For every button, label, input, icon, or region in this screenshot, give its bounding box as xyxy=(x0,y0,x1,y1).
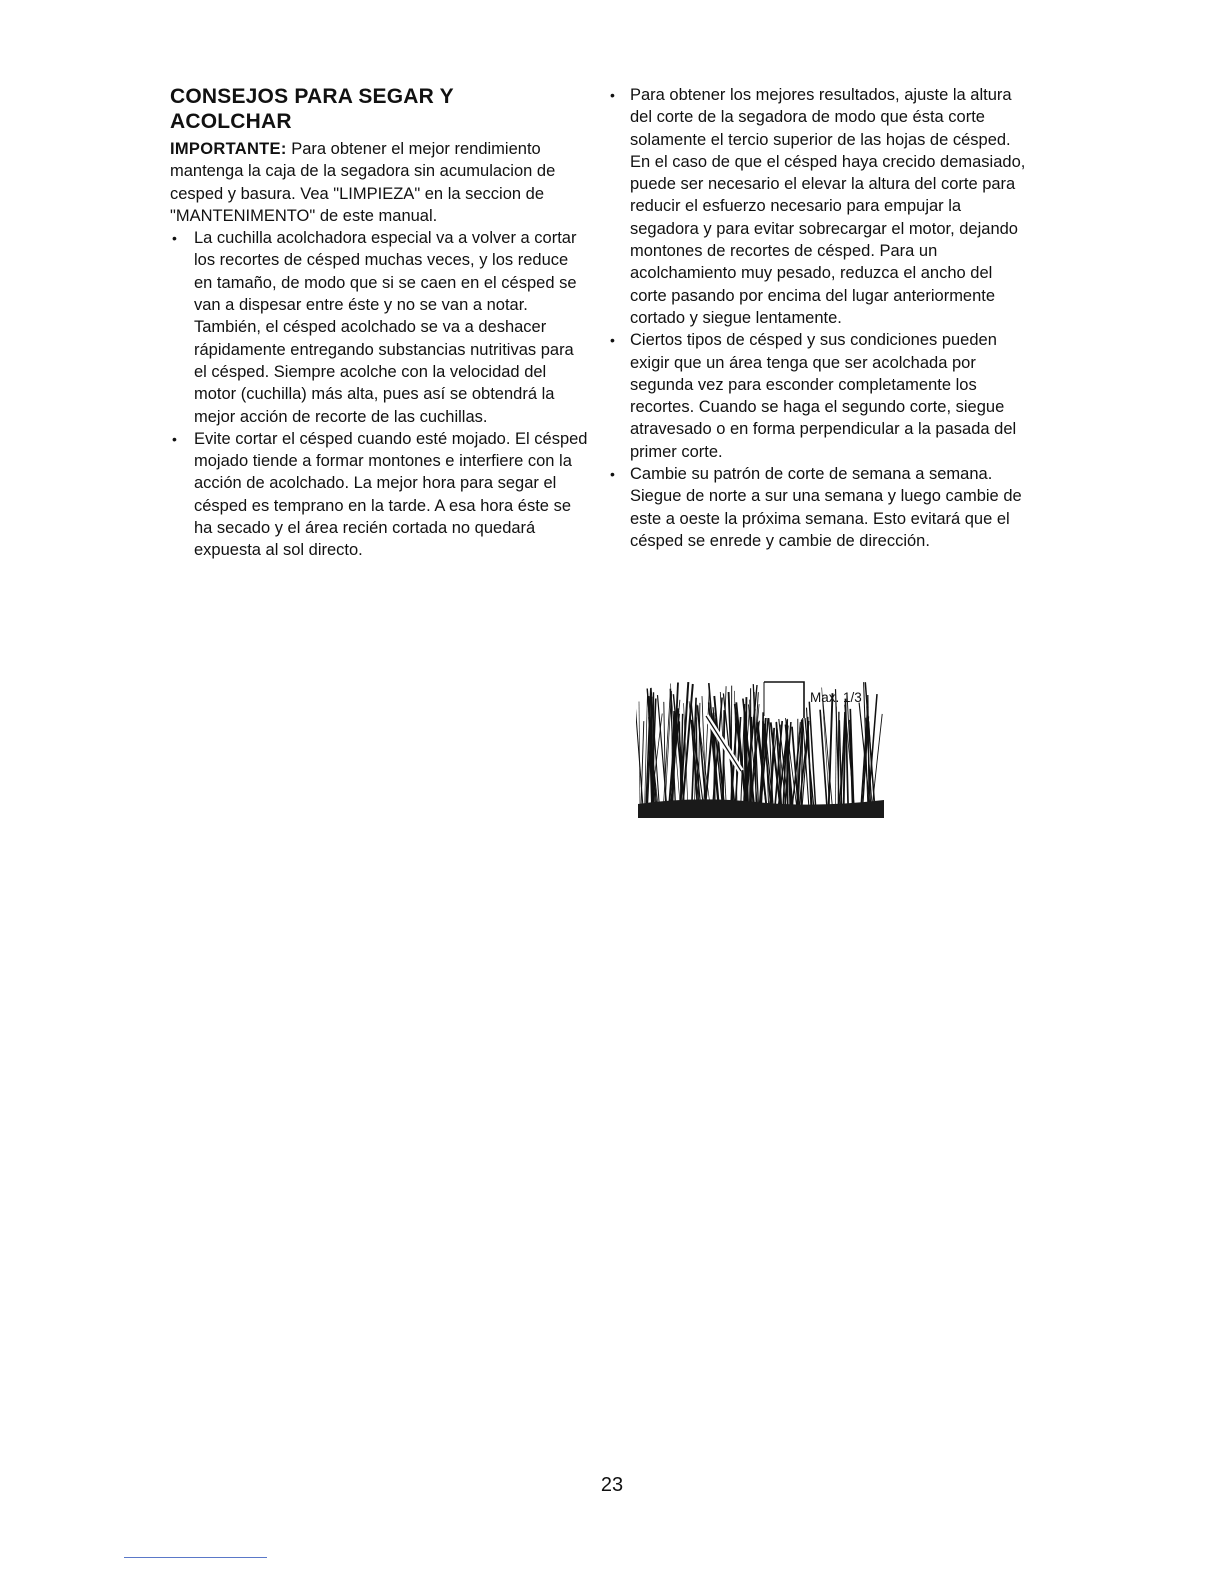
footer-rule xyxy=(124,1557,267,1558)
bullet-text: Ciertos tipos de césped y sus condiciones pueden exigir que un área tenga que ser acolchada por segunda vez para esconder completamente los recortes. Cuando se haga el segundo corte, siegue atravesado o en forma perpendicular a la pasada del primer corte. xyxy=(630,331,1017,461)
list-item xyxy=(608,463,1032,552)
section-title xyxy=(170,84,590,134)
section-title-line2: ACOLCHAR xyxy=(170,110,292,133)
left-column xyxy=(170,84,590,562)
bullet-icon: • xyxy=(610,87,615,103)
important-note xyxy=(170,138,590,227)
important-text: Para obtener el mejor rendimiento mantenga la caja de la segadora sin acumulacion de cesped y basura. Vea "LIMPIEZA" en la seccion de "MANTENIMENTO" de este manual. xyxy=(170,140,556,225)
bullet-icon: • xyxy=(172,430,177,447)
cut-height-label: Max. 1/3 xyxy=(810,690,862,705)
bullet-icon: • xyxy=(610,466,615,483)
bullet-text: La cuchilla acolchadora especial va a volver a cortar los recortes de césped muchas veces, y los reduce en tamaño, de modo que si se caen en el césped se van a dispesar entre éste y no se van a notar. También, el césped acolchado se va a deshacer rápidamente entregando substancias nutritivas para el césped. Siempre acolche con la velocidad del motor (cuchilla) más alta, pues así se obtendrá la mejor acción de recorte de las cuchillas. xyxy=(194,229,577,426)
important-lead: IMPORTANTE: xyxy=(170,140,287,158)
bullet-text: Para obtener los mejores resultados, ajuste la altura del corte de la segadora de modo que ésta corte solamente el tercio superior de las hojas de césped. En el caso de que el césped haya crecido demasiado, puede ser necesario el elevar la altura del corte para reducir el esfuerzo necesario para empujar la segadora y para evitar sobrecargar el motor, dejando montones de recortes de césped. Para un acolchamiento muy pesado, reduzca el ancho del corte pasando por encima del lugar anteriormente cortado y siegue lentamente. xyxy=(630,86,1026,327)
section-title-line1: CONSEJOS PARA SEGAR Y xyxy=(170,85,454,108)
bullet-text: Evite cortar el césped cuando esté mojado. El césped mojado tiende a formar montones e interfiere con la acción de acolchado. La mejor hora para segar el césped es temprano en la tarde. A esa hora éste se ha secado y el área recién cortada no quedará expuesta al sol directo. xyxy=(194,429,588,560)
list-item xyxy=(608,329,1032,463)
list-item xyxy=(608,84,1032,329)
list-item xyxy=(170,227,590,428)
bullet-icon: • xyxy=(172,230,177,247)
page-number: 23 xyxy=(600,1474,624,1496)
right-bullet-list xyxy=(608,84,1032,552)
bullet-icon: • xyxy=(610,332,615,349)
left-bullet-list xyxy=(170,227,590,561)
list-item xyxy=(170,428,590,562)
right-column xyxy=(608,84,1032,552)
bullet-text: Cambie su patrón de corte de semana a semana. Siegue de norte a sur una semana y luego cambie de este a oeste la próxima semana. Esto evitará que el césped se enrede y cambie de dirección. xyxy=(630,465,1022,550)
